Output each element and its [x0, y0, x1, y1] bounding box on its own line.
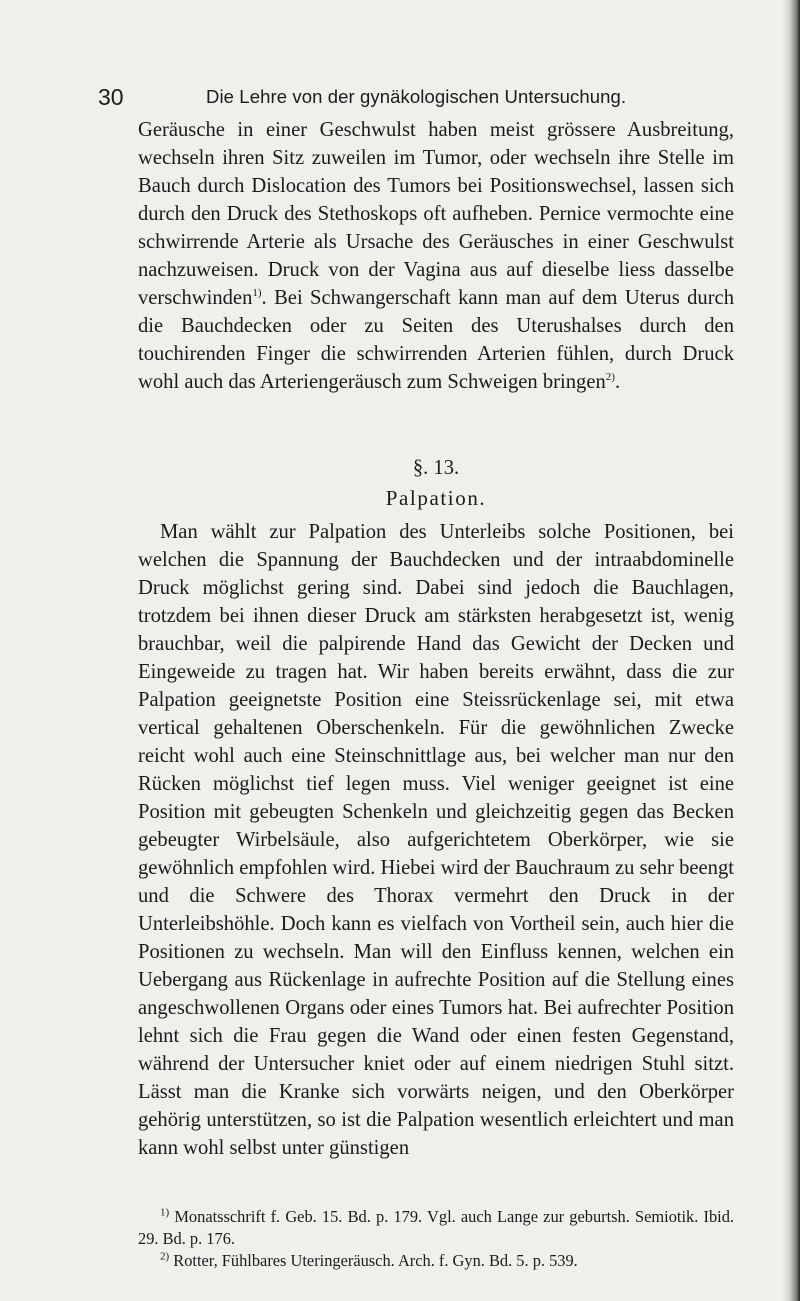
paragraph-2	[138, 518, 734, 1162]
footnotes	[138, 1206, 734, 1272]
running-head: Die Lehre von der gynäkologischen Untersuchung.	[206, 86, 627, 107]
paragraph-1	[138, 116, 734, 396]
footnote-1	[138, 1206, 734, 1250]
paragraph-1-text-c: .	[614, 371, 621, 393]
paragraph-2-text: Man wählt zur Palpation des Unterleibs solche Positionen, bei welchen die Spannung der Bauchdecken und der intraabdominelle Druck möglichst gering sind. Dabei sind jedoch die Bauchlagen, trotzdem bei ihnen dieser Druck am stärksten herabgesetzt ist, wenig brauchbar, weil die palpirende Hand das Gewicht der Decken und Eingeweide zu tragen hat. Wir haben bereits erwähnt, dass die zur Palpation geeignetste Position eine Steissrückenlage sei, mit etwa vertical gehaltenen Oberschenkeln. Für die gewöhnlichen Zwecke reicht wohl auch eine Steinschnittlage aus, bei welcher man nur den Rücken möglichst tief legen muss. Viel weniger geeignet ist eine Position mit gebeugten Schenkeln und gleichzeitig gegen das Becken gebeugter Wirbelsäule, also aufgerichtetem Oberkörper, wie sie gewöhnlich empfohlen wird. Hiebei wird der Bauchraum zu sehr beengt und die Schwere des Thorax vermehrt den Druck in der Unterleibshöhle. Doch kann es vielfach von Vortheil sein, auch hier die Positionen zu wechseln. Man will den Einfluss kennen, welchen ein Uebergang aus Rückenlage in aufrechte Position auf die Stellung eines angeschwollenen Organs oder eines Tumors hat. Bei aufrechter Position lehnt sich die Frau gegen die Wand oder einen festen Gegenstand, während der Untersucher kniet oder auf einem niedrigen Stuhl sitzt. Lässt man die Kranke sich vorwärts neigen, und den Oberkörper gehörig unterstützen, so ist die Palpation wesentlich erleichtert und man kann wohl selbst unter günstigen	[138, 521, 734, 1159]
footnote-1-text: Monatsschrift f. Geb. 15. Bd. p. 179. Vgl. auch Lange zur geburtsh. Semiotik. Ibid. 29. Bd. p. 176.	[138, 1207, 734, 1248]
footnote-ref-1: 1)	[252, 287, 262, 300]
footnote-2	[138, 1250, 734, 1272]
footnote-ref-2: 2)	[605, 371, 615, 384]
page-number: 30	[98, 84, 124, 110]
section-title: Palpation.	[385, 486, 487, 510]
section-number: §. 13.	[412, 457, 460, 479]
paragraph-1-text: Geräusche in einer Geschwulst haben meist grössere Ausbreitung, wechseln ihren Sitz zuweilen im Tumor, oder wechseln ihre Stelle im Bauch durch Dislocation des Tumors bei Positionswechsel, lassen sich durch den Druck des Stethoskops oft aufheben. Pernice vermochte eine schwirrende Arterie als Ursache des Geräusches in einer Geschwulst nachzuweisen. Druck von der Vagina aus auf dieselbe liess dasselbe verschwinden	[138, 119, 734, 309]
paragraph-1-text-b: . Bei Schwangerschaft kann man auf dem Uterus durch die Bauchdecken oder zu Seiten des Uterushalses durch den touchirenden Finger die schwirrenden Arterien fühlen, durch Druck wohl auch das Arteriengeräusch zum Schweigen bringen	[138, 287, 734, 393]
footnote-1-mark: 1)	[160, 1206, 170, 1219]
footnote-2-text: Rotter, Fühlbares Uteringeräusch. Arch. f. Gyn. Bd. 5. p. 539.	[173, 1251, 578, 1270]
page-edge-shadow	[782, 0, 800, 1301]
page-header	[98, 84, 738, 114]
footnote-2-mark: 2)	[160, 1250, 170, 1263]
